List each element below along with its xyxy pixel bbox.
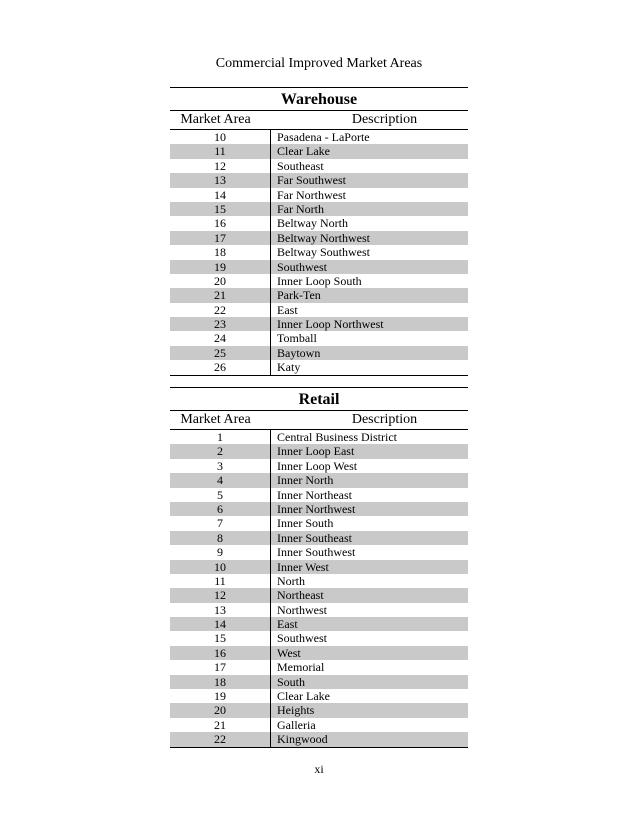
market-area-cell: 19 — [214, 259, 226, 274]
market-area-cell: 18 — [214, 674, 226, 689]
table-row — [170, 144, 468, 158]
market-area-cell: 10 — [214, 559, 226, 574]
description-cell: Inner Loop West — [270, 459, 468, 473]
description-cell: Park-Ten — [270, 288, 468, 302]
table-bottom-rule — [170, 375, 468, 376]
description-cell: Northwest — [270, 603, 468, 617]
market-area-cell: 20 — [214, 703, 226, 718]
table-row — [170, 588, 468, 602]
description-cell: Inner Northwest — [270, 502, 468, 516]
market-area-cell: 21 — [214, 717, 226, 732]
description-cell: Galleria — [270, 718, 468, 732]
table-row — [170, 346, 468, 360]
table-row — [170, 130, 468, 144]
description-cell: Inner North — [270, 473, 468, 487]
table-row — [170, 360, 468, 374]
table-top-rule — [170, 87, 468, 88]
description-cell: Inner Loop East — [270, 444, 468, 458]
description-cell: Central Business District — [270, 430, 468, 444]
table-row — [170, 617, 468, 631]
table-row — [170, 574, 468, 588]
description-cell: Katy — [270, 360, 468, 374]
table-row — [170, 660, 468, 674]
description-cell: Beltway North — [270, 216, 468, 230]
description-cell: Inner Loop South — [270, 274, 468, 288]
description-cell: Inner Southeast — [270, 531, 468, 545]
market-area-cell: 12 — [214, 588, 226, 603]
description-cell: Inner Northeast — [270, 488, 468, 502]
description-cell: Inner West — [270, 560, 468, 574]
description-cell: Beltway Northwest — [270, 231, 468, 245]
table-row — [170, 159, 468, 173]
table-row — [170, 473, 468, 487]
description-cell: West — [270, 646, 468, 660]
market-area-cell: 4 — [217, 473, 223, 488]
market-area-cell: 26 — [214, 360, 226, 375]
description-cell: South — [270, 675, 468, 689]
description-cell: Clear Lake — [270, 689, 468, 703]
market-area-cell: 25 — [214, 345, 226, 360]
warehouse-table — [170, 87, 468, 376]
column-header-description: Description — [351, 412, 418, 427]
table-body — [170, 430, 468, 747]
table-row — [170, 260, 468, 274]
table-top-rule — [170, 387, 468, 388]
table-row — [170, 317, 468, 331]
market-area-cell: 24 — [214, 331, 226, 346]
table-row — [170, 516, 468, 530]
table-body — [170, 130, 468, 375]
market-area-cell: 23 — [214, 317, 226, 332]
market-area-cell: 6 — [217, 501, 223, 516]
description-cell: Baytown — [270, 346, 468, 360]
market-area-cell: 11 — [214, 144, 226, 159]
market-area-cell: 14 — [214, 187, 226, 202]
market-area-cell: 13 — [214, 173, 226, 188]
market-area-cell: 19 — [214, 689, 226, 704]
table-row — [170, 631, 468, 645]
table-row — [170, 502, 468, 516]
description-cell: Far Southwest — [270, 173, 468, 187]
section-heading: Retail — [298, 391, 340, 408]
market-area-cell: 20 — [214, 273, 226, 288]
table-header-row — [170, 410, 468, 430]
column-header-market-area: Market Area — [180, 112, 251, 127]
section-heading: Warehouse — [280, 91, 358, 108]
market-area-cell: 14 — [214, 617, 226, 632]
table-row — [170, 188, 468, 202]
description-cell: Far North — [270, 202, 468, 216]
table-header-row — [170, 110, 468, 130]
table-row — [170, 288, 468, 302]
table-row — [170, 430, 468, 444]
description-cell: Kingwood — [270, 732, 468, 746]
column-header-market-area: Market Area — [180, 412, 251, 427]
market-area-cell: 5 — [217, 487, 223, 502]
description-cell: Southwest — [270, 260, 468, 274]
description-cell: Far Northwest — [270, 188, 468, 202]
market-area-cell: 22 — [214, 302, 226, 317]
market-area-cell: 18 — [214, 245, 226, 260]
description-cell: East — [270, 303, 468, 317]
page-number: xi — [314, 762, 324, 776]
table-row — [170, 303, 468, 317]
market-area-cell: 15 — [214, 201, 226, 216]
market-area-cell: 17 — [214, 230, 226, 245]
description-cell: Tomball — [270, 331, 468, 345]
table-row — [170, 675, 468, 689]
table-row — [170, 703, 468, 717]
description-cell: Memorial — [270, 660, 468, 674]
table-row — [170, 531, 468, 545]
description-cell: North — [270, 574, 468, 588]
table-row — [170, 216, 468, 230]
table-row — [170, 488, 468, 502]
table-row — [170, 444, 468, 458]
page-title: Commercial Improved Market Areas — [215, 56, 423, 71]
table-row — [170, 646, 468, 660]
description-cell: Heights — [270, 703, 468, 717]
table-row — [170, 732, 468, 746]
table-row — [170, 689, 468, 703]
description-cell: Inner Southwest — [270, 545, 468, 559]
column-header-description: Description — [351, 112, 418, 127]
description-cell: Inner Loop Northwest — [270, 317, 468, 331]
market-area-cell: 16 — [214, 216, 226, 231]
retail-table — [170, 387, 468, 748]
market-area-cell: 1 — [217, 430, 223, 444]
market-area-cell: 13 — [214, 602, 226, 617]
table-row — [170, 274, 468, 288]
market-area-cell: 22 — [214, 732, 226, 747]
description-cell: Northeast — [270, 588, 468, 602]
description-cell: Beltway Southwest — [270, 245, 468, 259]
market-area-cell: 17 — [214, 660, 226, 675]
description-cell: Clear Lake — [270, 144, 468, 158]
table-row — [170, 202, 468, 216]
description-cell: Southwest — [270, 631, 468, 645]
market-area-cell: 2 — [217, 444, 223, 459]
market-area-cell: 21 — [214, 288, 226, 303]
table-row — [170, 545, 468, 559]
table-row — [170, 331, 468, 345]
description-cell: East — [270, 617, 468, 631]
market-area-cell: 10 — [214, 130, 226, 144]
market-area-cell: 12 — [214, 158, 226, 173]
market-area-cell: 8 — [217, 530, 223, 545]
description-cell: Southeast — [270, 159, 468, 173]
table-row — [170, 560, 468, 574]
market-area-cell: 16 — [214, 645, 226, 660]
table-row — [170, 173, 468, 187]
market-area-cell: 11 — [214, 573, 226, 588]
market-area-cell: 7 — [217, 516, 223, 531]
table-row — [170, 231, 468, 245]
table-row — [170, 245, 468, 259]
table-bottom-rule — [170, 747, 468, 748]
market-area-cell: 9 — [217, 545, 223, 560]
description-cell: Pasadena - LaPorte — [270, 130, 468, 144]
table-row — [170, 718, 468, 732]
description-cell: Inner South — [270, 516, 468, 530]
market-area-cell: 15 — [214, 631, 226, 646]
market-area-cell: 3 — [217, 458, 223, 473]
table-row — [170, 603, 468, 617]
table-row — [170, 459, 468, 473]
